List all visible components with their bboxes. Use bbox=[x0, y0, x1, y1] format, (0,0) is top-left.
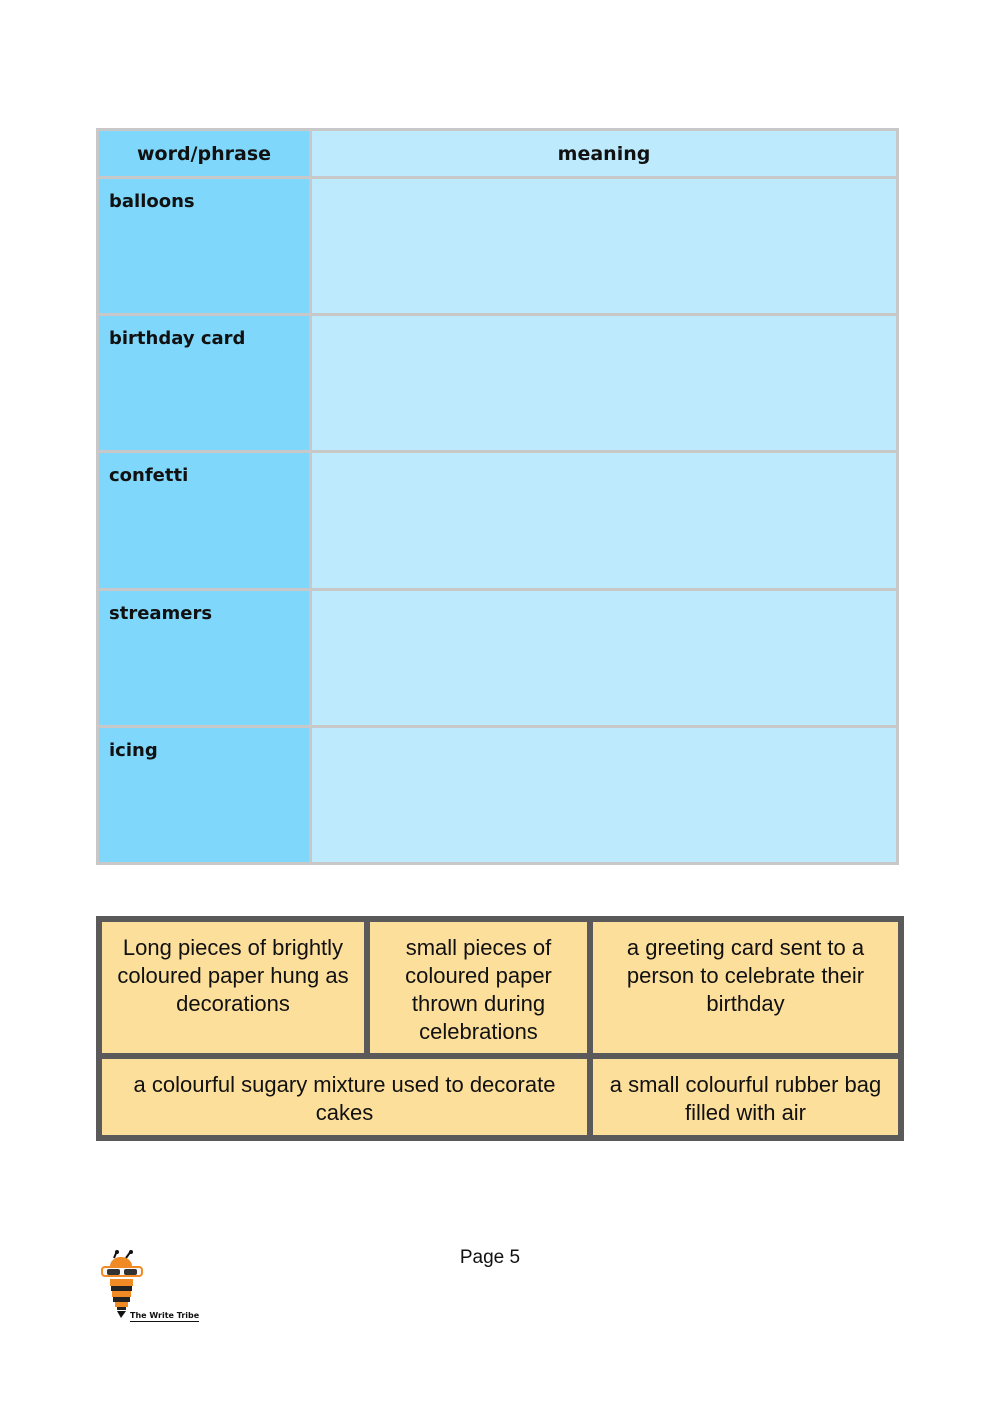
definition-card-icing[interactable]: a colourful sugary mixture used to decorate cakes bbox=[102, 1059, 587, 1135]
logo-caption: The Write Tribe bbox=[130, 1311, 200, 1320]
definition-card-streamers[interactable]: Long pieces of brightly coloured paper hung as decorations bbox=[102, 922, 364, 1053]
definition-card-birthday-card[interactable]: a greeting card sent to a person to celebrate their birthday bbox=[593, 922, 898, 1053]
definition-cards bbox=[96, 916, 904, 1141]
word-cell-confetti: confetti bbox=[99, 453, 309, 587]
vocabulary-table bbox=[96, 128, 899, 865]
word-cell-streamers: streamers bbox=[99, 591, 309, 725]
word-cell-balloons: balloons bbox=[99, 179, 309, 313]
definition-card-balloons[interactable]: a small colourful rubber bag filled with air bbox=[593, 1059, 898, 1135]
meaning-drop-zone-birthday-card[interactable] bbox=[312, 316, 896, 450]
meaning-drop-zone-confetti[interactable] bbox=[312, 453, 896, 587]
meaning-drop-zone-icing[interactable] bbox=[312, 728, 896, 862]
page-number: Page 5 bbox=[459, 1247, 521, 1268]
header-word-phrase: word/phrase bbox=[99, 131, 309, 176]
meaning-drop-zone-streamers[interactable] bbox=[312, 591, 896, 725]
meaning-drop-zone-balloons[interactable] bbox=[312, 179, 896, 313]
word-cell-birthday-card: birthday card bbox=[99, 316, 309, 450]
definition-card-confetti[interactable]: small pieces of coloured paper thrown during celebrations bbox=[370, 922, 587, 1053]
word-cell-icing: icing bbox=[99, 728, 309, 862]
header-meaning: meaning bbox=[312, 131, 896, 176]
